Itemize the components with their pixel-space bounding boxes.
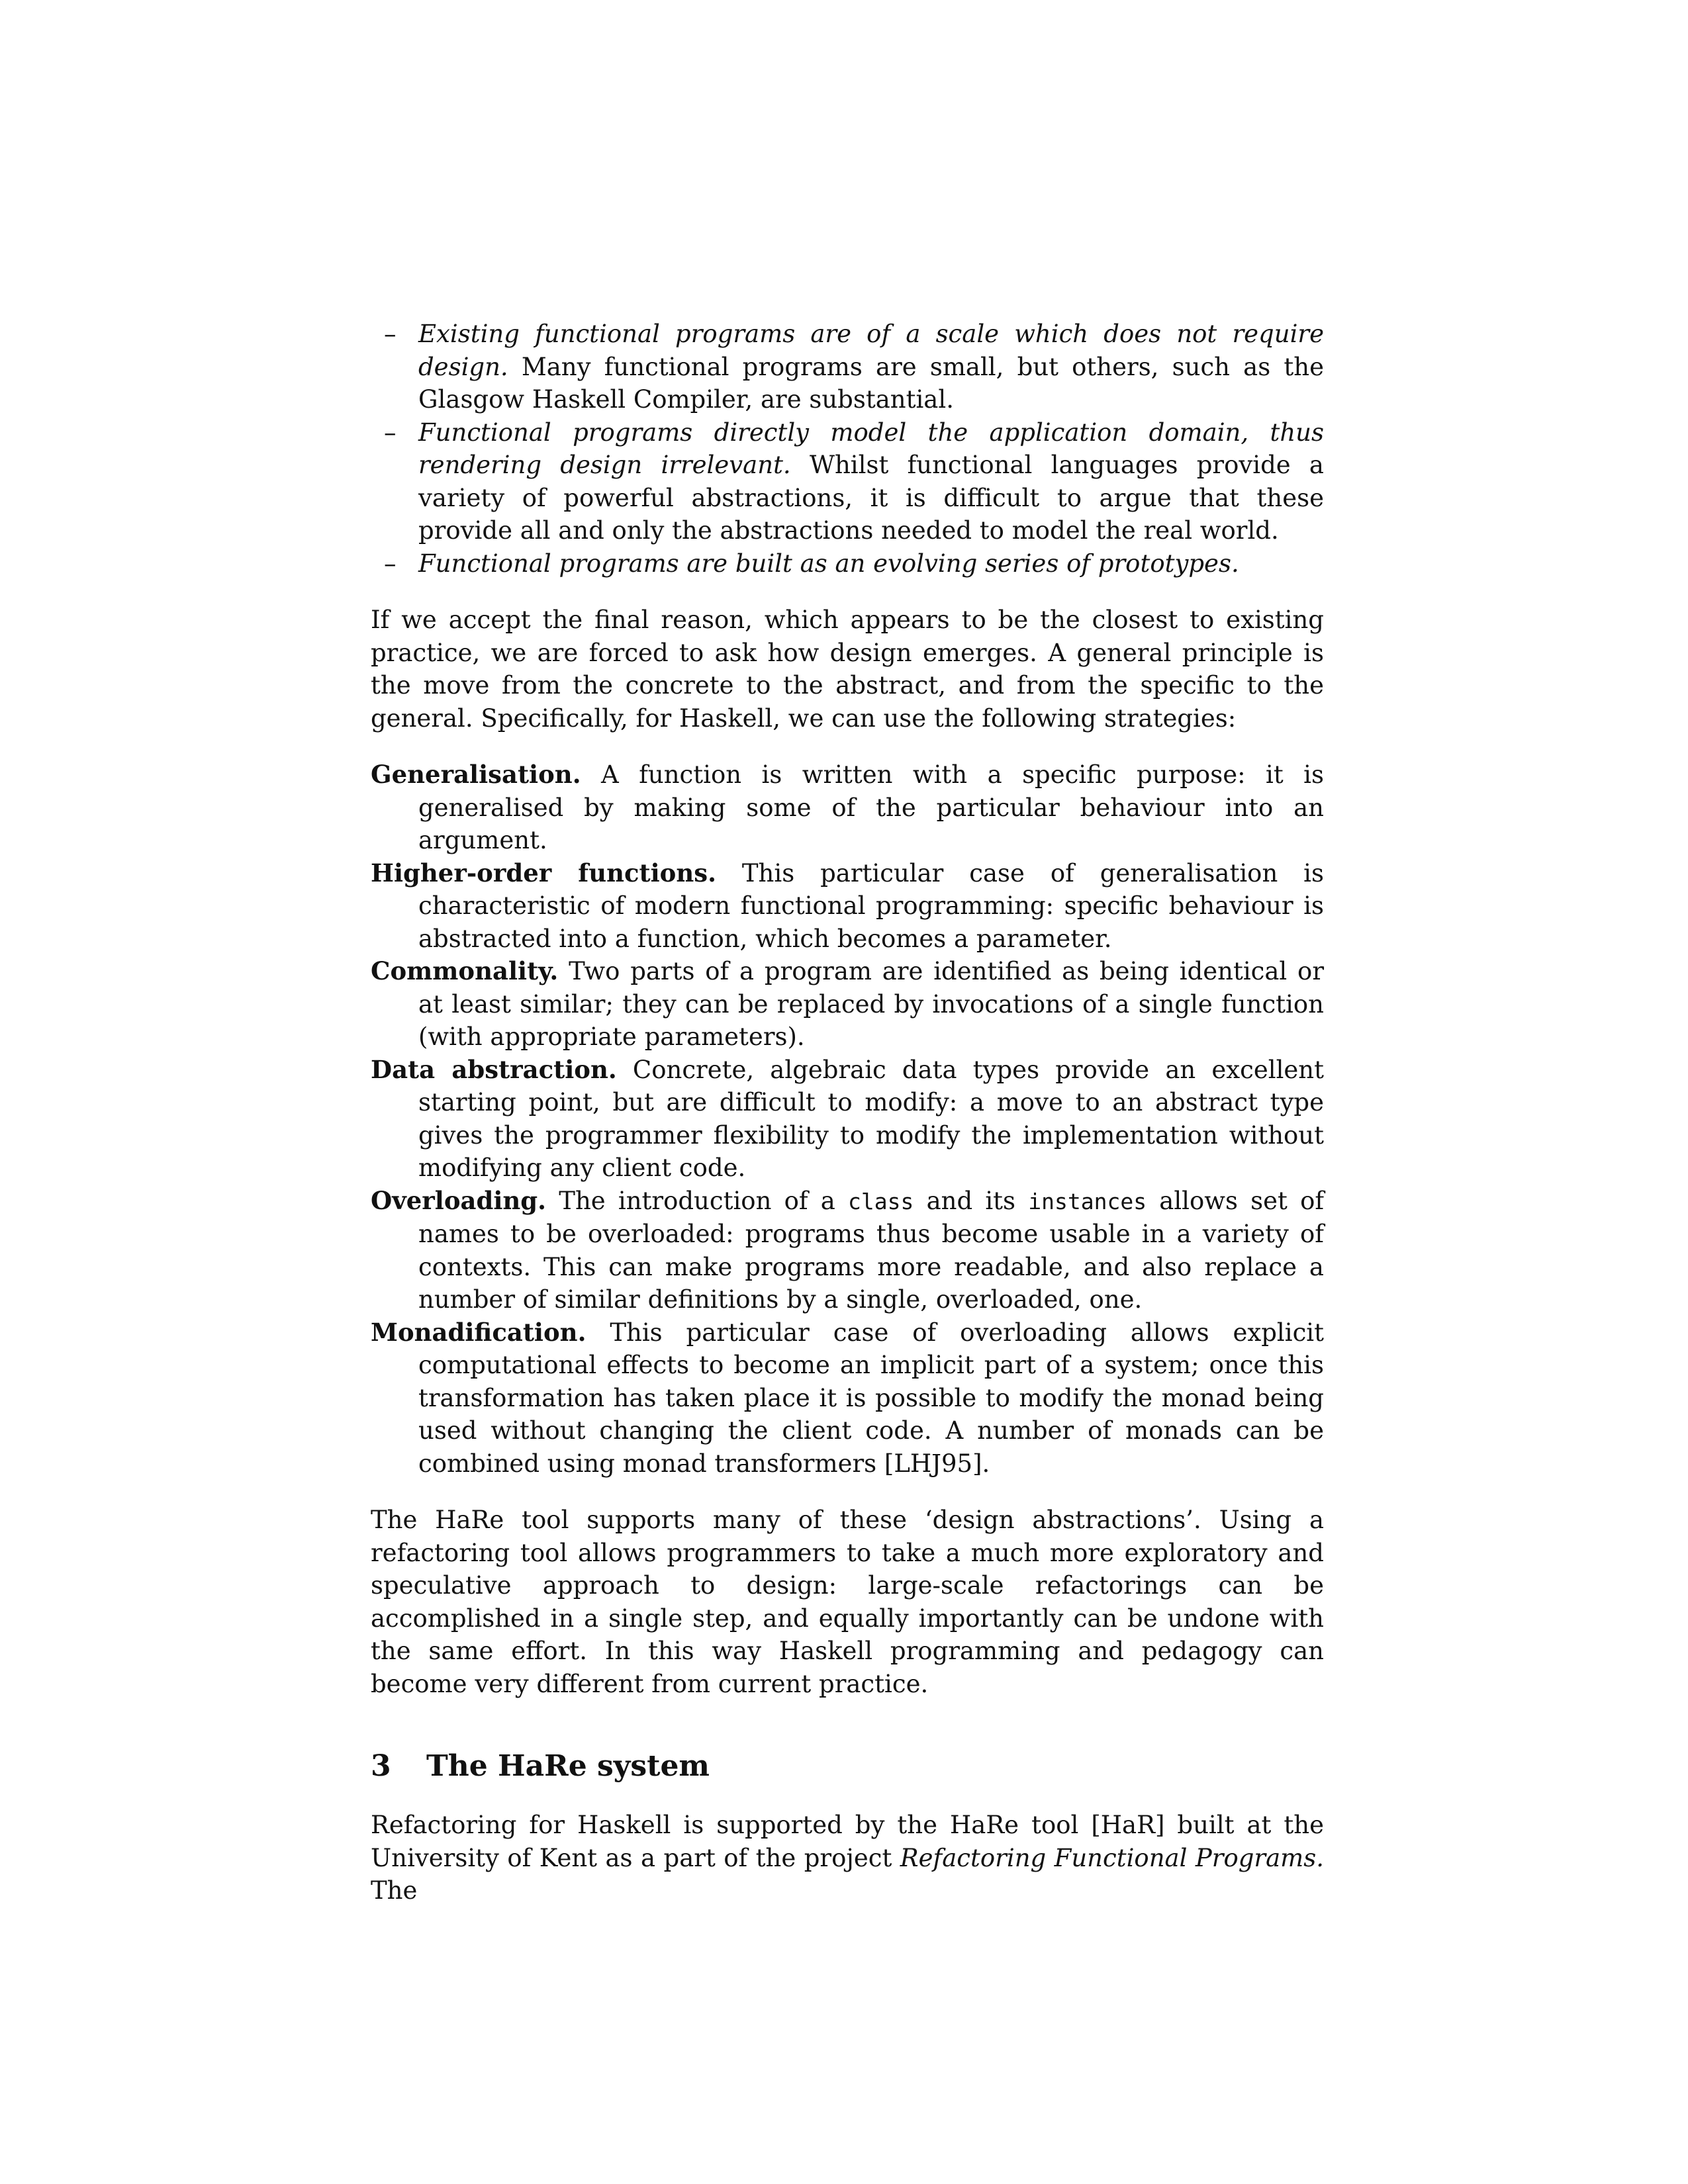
intro-paragraph: If we accept the final reason, which appears to be the closest to existing practice, we are forced to ask how design emerges. A general principle is the move from the concrete to the abstract, and from the specific to the general. Specifically, for Haskell, we can use the following strategies: — [371, 606, 1324, 733]
list-item — [371, 547, 1324, 580]
paragraph-text: Refactoring for Haskell is supported by the HaRe tool [HaR] built at the University of Kent as a part of the project — [371, 1811, 1324, 1872]
reason-italic: Functional programs are built as an evolving series of prototypes. — [418, 549, 1239, 578]
reasons-list — [371, 318, 1324, 580]
reason-italic: Existing functional programs are of a scale which does not require design. — [418, 320, 1324, 381]
dash-bullet: – — [384, 418, 397, 447]
strategy-overloading — [371, 1185, 1324, 1316]
code-instances: instances — [1028, 1188, 1147, 1214]
section-title: The HaRe system — [426, 1749, 710, 1783]
reason-italic: Functional programs directly model the application domain, thus rendering design irrelevant. — [418, 418, 1324, 479]
strategy-text: allows set of names to be overloaded: programs thus become usable in a variety of contexts. This can make programs more readable, and also replace a number of similar definitions by a single, overloaded, one. — [418, 1186, 1325, 1314]
strategy-text: and its — [926, 1186, 1016, 1215]
project-name: Refactoring Functional Programs. — [900, 1843, 1324, 1872]
strategy-text: This particular case of generalisation is characteristic of modern functional programming: specific behaviour is abstracted into a function, which becomes a parameter. — [418, 858, 1324, 953]
page-body — [371, 318, 1324, 1907]
dash-bullet: – — [384, 549, 397, 578]
list-item — [371, 318, 1324, 416]
section-heading — [371, 1748, 1324, 1785]
strategy-term: Commonality. — [371, 956, 559, 985]
strategy-monadification — [371, 1316, 1324, 1480]
strategy-text: A function is written with a specific purpose: it is generalised by making some of the particular behaviour into an argument. — [418, 760, 1324, 854]
code-class: class — [848, 1188, 914, 1214]
paragraph-text: The — [371, 1876, 418, 1905]
strategy-term: Generalisation. — [371, 760, 581, 789]
strategy-text: The introduction of a — [559, 1186, 835, 1215]
strategy-term: Overloading. — [371, 1185, 547, 1215]
strategy-commonality — [371, 955, 1324, 1054]
reason-text: Many functional programs are small, but others, such as the Glasgow Haskell Compiler, are substantial. — [418, 352, 1324, 414]
hare-paragraph: The HaRe tool supports many of these ‘design abstractions’. Using a refactoring tool allows programmers to take a much more exploratory and speculative approach to design: large-scale refactorings can be accomplished in a single step, and equally importantly can be undone with the same effort. In this way Haskell programming and pedagogy can become very different from current practice. — [371, 1506, 1324, 1698]
strategy-text: Two parts of a program are identified as being identical or at least similar; they can be replaced by invocations of a single function (with appropriate parameters). — [418, 957, 1325, 1051]
strategy-higher-order — [371, 857, 1324, 956]
last-paragraph — [371, 1809, 1324, 1907]
strategies-list — [371, 758, 1324, 1480]
strategy-text: Concrete, algebraic data types provide an excellent starting point, but are difficult to modify: a move to an abstract type gives the programmer flexibility to modify the implementation without modifying any client code. — [418, 1055, 1324, 1182]
section-number: 3 — [371, 1749, 391, 1783]
list-item — [371, 416, 1324, 547]
strategy-generalisation — [371, 758, 1324, 857]
reason-text: Whilst functional languages provide a variety of powerful abstractions, it is difficult to argue that these provide all and only the abstractions needed to model the real world. — [418, 451, 1324, 545]
strategy-term: Monadification. — [371, 1317, 586, 1347]
strategy-term: Higher-order functions. — [371, 858, 716, 887]
strategy-term: Data abstraction. — [371, 1054, 617, 1084]
dash-bullet: – — [384, 320, 397, 348]
strategy-text: This particular case of overloading allows explicit computational effects to become an implicit part of a system; once this transformation has taken place it is possible to modify the monad being used without changing the client code. A number of monads can be combined using monad transformers [LHJ95]. — [418, 1318, 1325, 1478]
strategy-data-abstraction — [371, 1054, 1324, 1185]
